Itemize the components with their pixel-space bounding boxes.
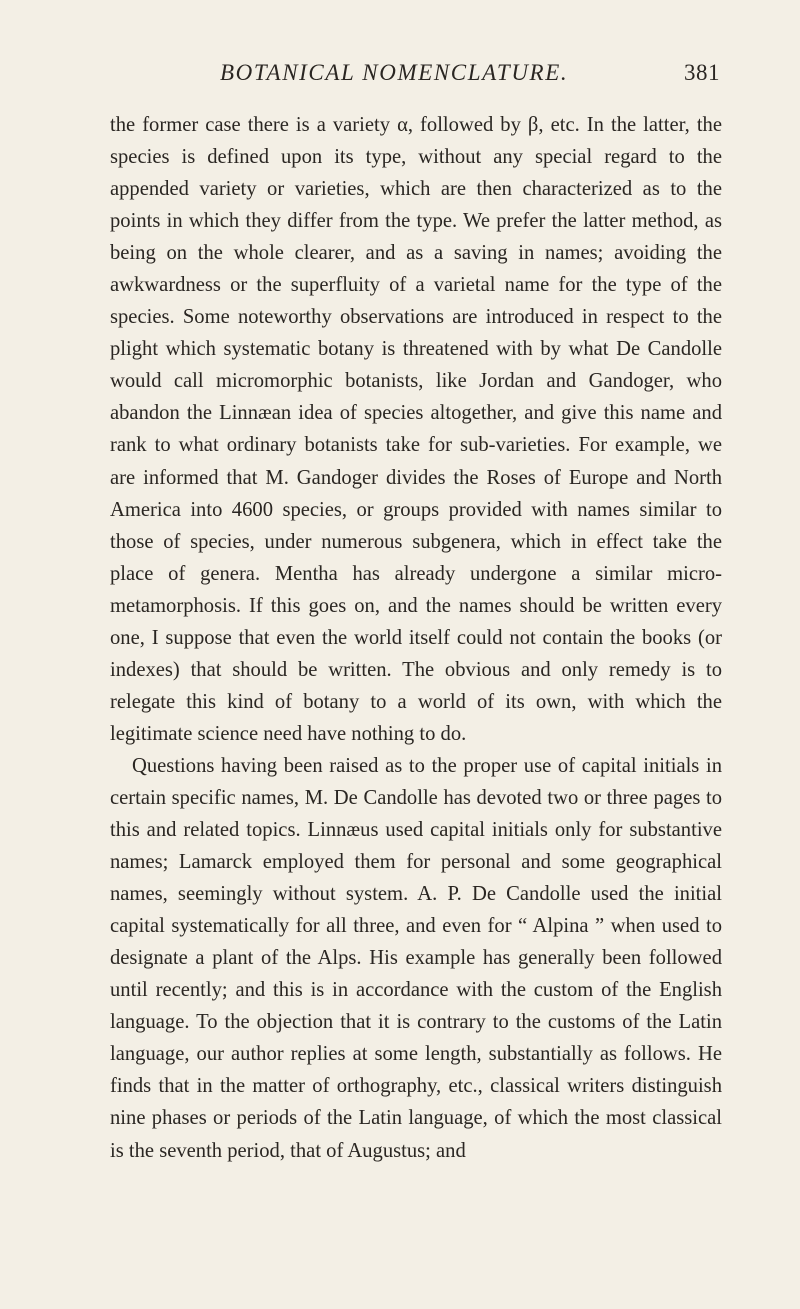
paragraph-continued: the former case there is a variety α, followed by β, etc. In the latter, the species is defined upon its type, without any special regard to the appended variety or varieties, which are then characterized as to the points in which they differ from the type. We prefer the latter method, as being on the whole clearer, and as a saving in names; avoiding the awkwardness or the superfluity of a varietal name for the type of the species. Some noteworthy observations are introduced in respect to the plight which systematic botany is threatened with by what De Candolle would call micromorphic botanists, like Jordan and Gandoger, who abandon the Linnæan idea of species altogether, and give this name and rank to what ordinary botanists take for sub-varieties. For example, we are informed that M. Gandoger divides the Roses of Europe and North America into 4600 species, or groups provided with names similar to those of species, under numerous subgenera, which in effect take the place of genera. Mentha has already undergone a similar micro-metamorphosis. If this goes on, and the names should be written every one, I suppose that even the world itself could not contain the books (or indexes) that should be written. The obvious and only remedy is to relegate this kind of botany to a world of its own, with which the legitimate science need have nothing to do. — [110, 114, 722, 745]
paragraph-capital-initials: Questions having been raised as to the proper use of capital initials in certain specific names, M. De Candolle has devoted two or three pages to this and related topics. Linnæus used capital initials only for substantive names; Lamarck employed them for personal and some geographical names, seemingly without system. A. P. De Candolle used the initial capital systematically for all three, and even for “ Alpina ” when used to designate a plant of the Alps. His example has generally been followed until recently; and this is in accordance with the custom of the English language. To the objection that it is contrary to the customs of the Latin language, our author replies at some length, substantially as follows. He finds that in the matter of orthography, etc., classical writers distinguish nine phases or periods of the Latin language, of which the most classical is the seventh period, that of Augustus; and — [110, 754, 722, 1162]
running-header — [110, 60, 720, 100]
body-text — [110, 109, 722, 1167]
running-title: BOTANICAL NOMENCLATURE. — [220, 60, 569, 85]
page-number: 381 — [684, 60, 720, 85]
